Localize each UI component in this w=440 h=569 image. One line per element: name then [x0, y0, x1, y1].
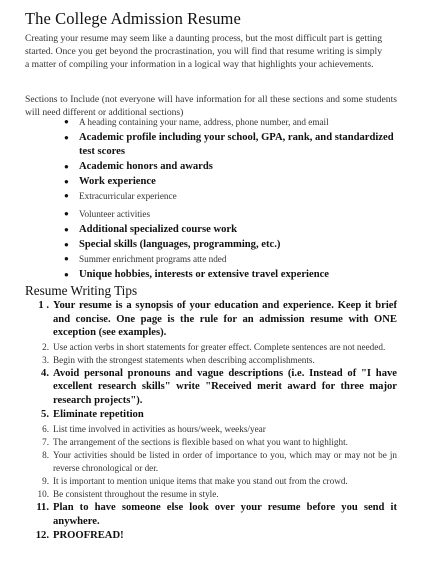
list-item	[25, 190, 400, 202]
tip-text: Your activities should be listed in order of importance to you, which may or may not be jn reverse chronological or der.	[53, 450, 397, 473]
tip-text: The arrangement of the sections is flexible based on what you want to highlight.	[53, 437, 348, 448]
section-item-text: Academic honors and awards	[79, 161, 213, 172]
list-item	[25, 175, 400, 189]
list-item	[25, 238, 400, 252]
list-item	[25, 341, 397, 353]
section-item-text: Work experience	[79, 176, 156, 187]
list-item	[25, 529, 397, 543]
list-item	[25, 408, 397, 422]
tip-number: 2.	[42, 341, 49, 352]
tip-number: 12.	[35, 530, 49, 542]
sections-intro: Sections to Include (not everyone will have information for all these sections and some students will need different or additional sections)	[25, 94, 397, 118]
bullet-icon: ●	[64, 191, 69, 200]
tip-number: 6.	[42, 423, 49, 434]
tip-number: 10.	[37, 488, 49, 499]
tip-text: List time involved in activities as hours/week, weeks/year	[53, 423, 266, 434]
list-item	[25, 223, 400, 237]
sections-list	[25, 116, 400, 283]
section-item-text: Extracurricular experience	[79, 191, 177, 201]
bullet-icon: ●	[64, 162, 69, 171]
page-title: The College Admission Resume	[25, 9, 241, 28]
intro-paragraph: Creating your resume may seem like a daunting process, but the most difficult part is getting started. Once you get beyond the procrastination, you will find that resume writing is simply a matter of compiling your information in a logical way that highlights your achievements.	[25, 33, 382, 70]
section-item-text: Additional specialized course work	[79, 224, 238, 235]
bullet-icon: ●	[64, 177, 69, 186]
tip-number: 9.	[42, 475, 49, 486]
tip-text: Plan to have someone else look over your resume before you send it anywhere.	[53, 502, 397, 527]
tips-list	[25, 299, 397, 544]
tips-heading: Resume Writing Tips	[25, 283, 138, 298]
bullet-icon: ●	[64, 225, 69, 234]
list-item	[25, 354, 397, 366]
bullet-icon: ●	[64, 117, 69, 126]
tip-number: 7.	[42, 437, 49, 448]
bullet-icon: ●	[64, 240, 69, 249]
list-item	[25, 116, 400, 128]
tip-number: 8.	[42, 450, 49, 461]
bullet-icon: ●	[64, 254, 69, 263]
list-item	[25, 449, 397, 473]
tip-number: 1 .	[38, 300, 49, 311]
list-item	[25, 501, 397, 528]
list-item	[25, 160, 400, 174]
list-item	[25, 475, 397, 487]
tip-number: 3.	[42, 354, 49, 365]
bullet-icon: ●	[64, 133, 69, 142]
tip-text: Use action verbs in short statements for greater effect. Complete sentences are not needed.	[53, 341, 386, 352]
tip-number: 11.	[36, 502, 49, 514]
section-item-text: Academic profile including your school, GPA, rank, and standardized test scores	[79, 132, 394, 157]
tip-text: Be consistent throughout the resume in style.	[53, 488, 219, 499]
list-item	[25, 423, 397, 435]
list-item	[25, 208, 400, 220]
list-item	[25, 436, 397, 448]
tip-text: Your resume is a synopsis of your education and experience. Keep it brief and concise. One page is the rule for an admission resume with ONE exception (see examples).	[53, 300, 397, 338]
section-item-text: A heading containing your name, address, phone number, and email	[79, 117, 329, 127]
tip-number: 5.	[41, 409, 49, 421]
section-item-text: Volunteer activities	[79, 209, 151, 219]
tip-text: It is important to mention unique items that make you stand out from the crowd.	[53, 475, 348, 486]
section-item-text: Unique hobbies, interests or extensive travel experience	[79, 269, 329, 280]
tip-text: Eliminate repetition	[53, 409, 144, 421]
tip-number: 4.	[41, 367, 49, 379]
bullet-icon: ●	[64, 270, 69, 279]
section-item-text: Special skills (languages, programming, etc.)	[79, 239, 281, 250]
list-item	[25, 367, 397, 408]
tip-text: Avoid personal pronouns and vague descriptions (i.e. Instead of "I have excellent research skills" write "Received merit award for three major research projects").	[53, 367, 397, 406]
section-item-text: Summer enrichment programs atte nded	[79, 254, 227, 264]
tip-text: PROOFREAD!	[53, 530, 124, 542]
list-item	[25, 253, 400, 265]
list-item	[25, 299, 397, 340]
list-item	[25, 488, 397, 500]
list-item	[25, 131, 400, 159]
list-item	[25, 268, 400, 282]
bullet-icon: ●	[64, 209, 69, 218]
tip-text: Begin with the strongest statements when describing accomplishments.	[53, 354, 315, 365]
